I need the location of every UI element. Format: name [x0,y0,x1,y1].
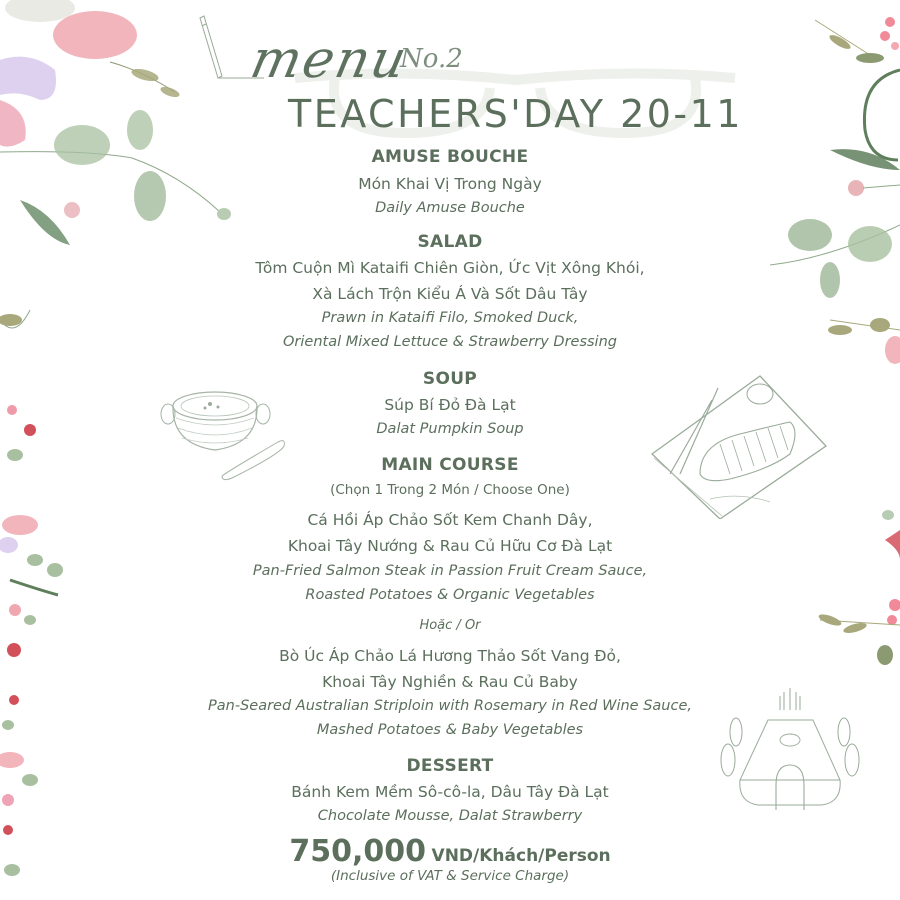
price-row [0,834,900,869]
soup-en: Dalat Pumpkin Soup [376,421,524,437]
section-heading-amuse: AMUSE BOUCHE [371,147,529,167]
price-note: (Inclusive of VAT & Service Charge) [330,868,570,884]
section-heading-main: MAIN COURSE [381,455,519,475]
salad-vi-1: Tôm Cuộn Mì Kataifi Chiên Giòn, Ức Vịt Xông Khói, [255,259,645,277]
main-option1-vi-1: Cá Hồi Áp Chảo Sốt Kem Chanh Dây, [307,511,593,529]
soup-vi: Súp Bí Đỏ Đà Lạt [384,396,516,414]
price-amount: 750,000 [289,834,426,869]
section-heading-dessert: DESSERT [406,756,494,776]
main-or-separator: Hoặc / Or [419,618,481,633]
amuse-en: Daily Amuse Bouche [375,200,525,216]
salad-vi-2: Xà Lách Trộn Kiểu Á Và Sốt Dâu Tây [312,285,588,303]
section-heading-salad: SALAD [417,232,483,252]
main-option1-vi-2: Khoai Tây Nướng & Rau Củ Hữu Cơ Đà Lạt [287,537,613,555]
price-unit: VND/Khách/Person [431,846,611,866]
salad-en-1: Prawn in Kataifi Filo, Smoked Duck, [321,310,579,326]
salad-en-2: Oriental Mixed Lettuce & Strawberry Dressing [283,334,617,350]
page-title: TEACHERS'DAY 20-11 [288,92,743,136]
section-heading-soup: SOUP [422,369,478,389]
menu-number: No.2 [400,44,463,74]
main-option1-en-2: Roasted Potatoes & Organic Vegetables [305,587,595,603]
dessert-en: Chocolate Mousse, Dalat Strawberry [317,808,583,824]
main-option2-en-1: Pan-Seared Australian Striploin with Rosemary in Red Wine Sauce, [208,698,692,714]
main-option2-en-2: Mashed Potatoes & Baby Vegetables [316,722,584,738]
main-choose-note: (Chọn 1 Trong 2 Món / Choose One) [330,482,570,498]
script-menu-title: menu [245,30,414,90]
main-option1-en-1: Pan-Fried Salmon Steak in Passion Fruit Cream Sauce, [252,563,648,579]
amuse-vi: Món Khai Vị Trong Ngày [358,175,542,193]
dessert-vi: Bánh Kem Mềm Sô-cô-la, Dâu Tây Đà Lạt [291,783,609,801]
main-option2-vi-1: Bò Úc Áp Chảo Lá Hương Thảo Sốt Vang Đỏ, [279,647,621,665]
main-option2-vi-2: Khoai Tây Nghiền & Rau Củ Baby [322,673,578,691]
